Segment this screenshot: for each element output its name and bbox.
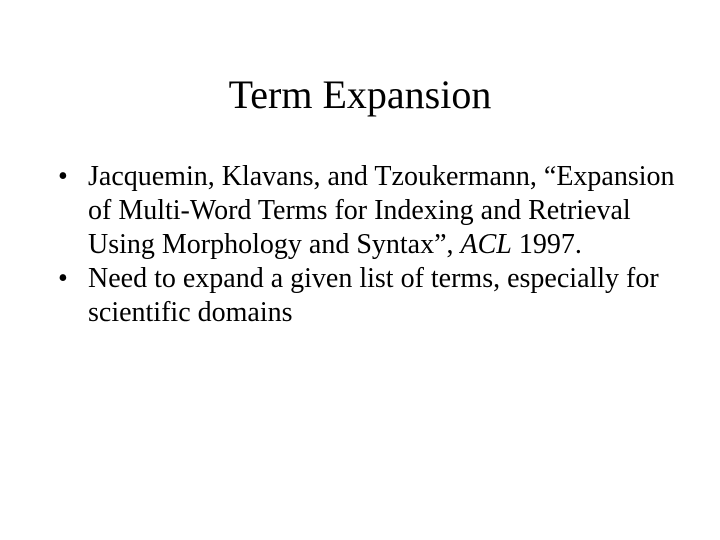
bullet-item-need: [58, 262, 698, 330]
bullet-item-citation: [58, 160, 698, 262]
bullet-text-need: Need to expand a given list of terms, especially for scientific domains: [88, 263, 659, 328]
citation-year: 1997.: [511, 229, 582, 260]
slide-title: Term Expansion: [228, 72, 492, 117]
citation-authors-title: Jacquemin, Klavans, and Tzoukermann, “Expansion of Multi-Word Terms for Indexing and Retrieval Using Morphology and Syntax”,: [88, 161, 675, 260]
bullet-text-citation: [88, 161, 675, 260]
bullet-icon: •: [58, 263, 68, 294]
bullet-list: [58, 160, 698, 330]
bullet-icon: •: [58, 161, 68, 192]
citation-venue: ACL: [460, 229, 512, 260]
